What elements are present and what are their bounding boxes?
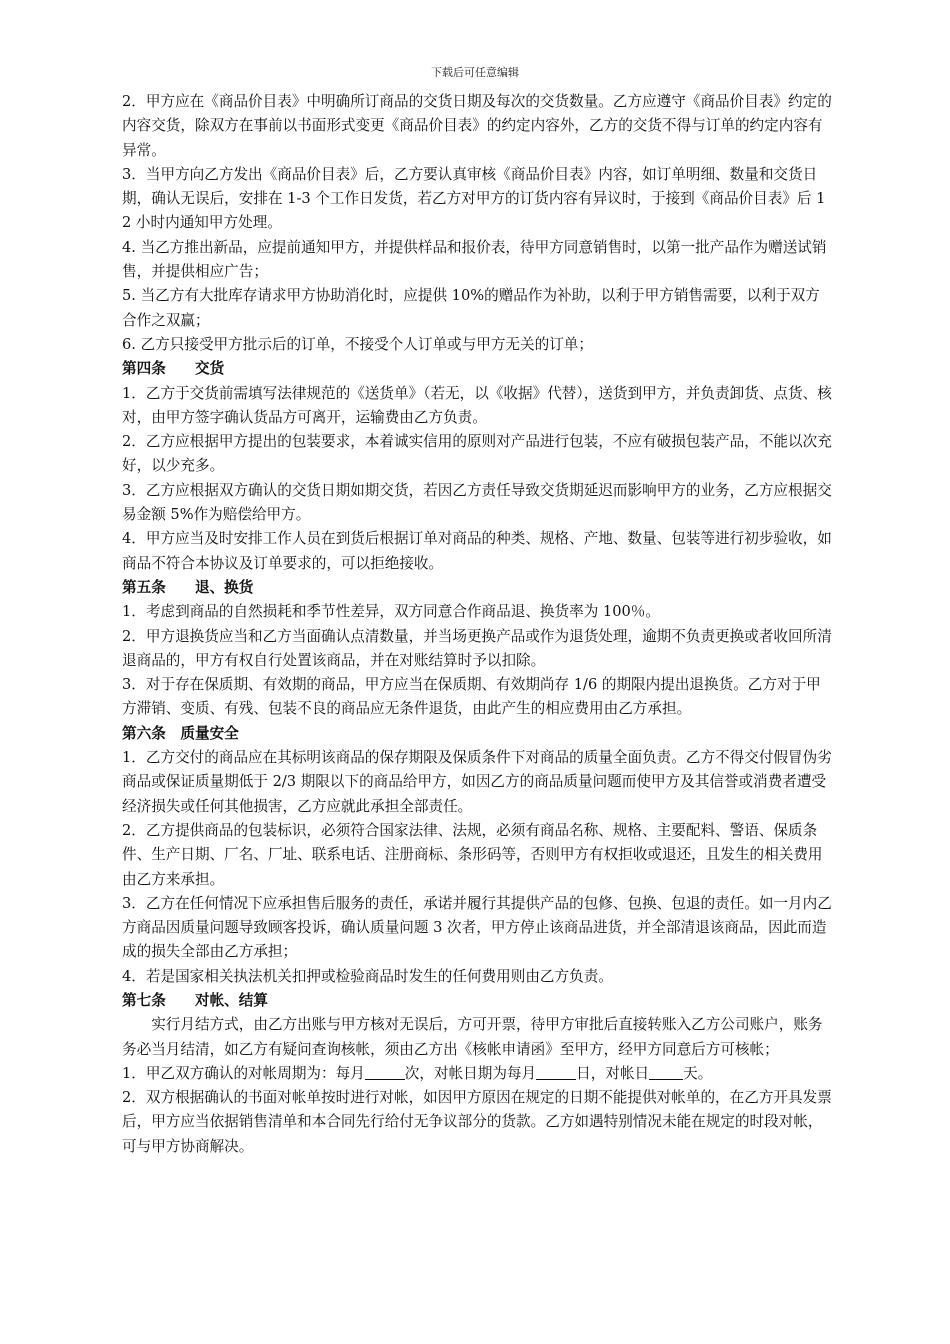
clause-paragraph: 3．乙方应根据双方确认的交货日期如期交货，若因乙方责任导致交货期延迟而影响甲方的业务，乙方应根据交易金额 5%作为赔偿给甲方。 <box>122 481 832 524</box>
clause-paragraph: 2．乙方应根据甲方提出的包装要求，本着诚实信用的原则对产品进行包装，不应有破损包装产品，不能以次充好，以少充多。 <box>122 433 832 475</box>
section-heading: 第五条 退、换货 <box>122 578 254 596</box>
clause-paragraph: 4. 当乙方推出新品，应提前通知甲方，并提供样品和报价表，待甲方同意销售时，以第一批产品作为赠送试销售，并提供相应广告； <box>122 238 827 281</box>
fill-in-blank[interactable] <box>536 1065 576 1080</box>
section-heading: 第四条 交货 <box>122 360 225 378</box>
fill-in-blank[interactable] <box>365 1065 405 1080</box>
clause-paragraph: 2．双方根据确认的书面对帐单按时进行对帐，如因甲方原因在规定的日期不能提供对帐单的，在乙方开具发票后，甲方应当依据销售清单和本合同先行给付无争议部分的货款。乙方如遇特别情况未能在规定的时段对帐，可与甲方协商解决。 <box>122 1089 832 1155</box>
clause-paragraph: 5. 当乙方有大批库存请求甲方协助消化时，应提供 10%的赠品作为补助，以利于甲方销售需要，以利于双方合作之双赢； <box>122 287 820 329</box>
clause-paragraph: 4．甲方应当及时安排工作人员在到货后根据订单对商品的种类、规格、产地、数量、包装等进行初步验收，如商品不符合本协议及订单要求的，可以拒绝接收。 <box>122 530 832 572</box>
clause-paragraph: 2．甲方退换货应当和乙方当面确认点清数量，并当场更换产品或作为退货处理，逾期不负责更换或者收回所清退商品的，甲方有权自行处置该商品，并在对账结算时予以扣除。 <box>122 627 832 669</box>
line-text: 次，对帐日期为每月 <box>404 1064 537 1082</box>
reconciliation-period-line <box>122 1062 834 1086</box>
section-heading: 第七条 对帐、结算 <box>122 991 268 1009</box>
fill-in-blank[interactable] <box>649 1065 683 1080</box>
document-body <box>122 90 834 1159</box>
clause-paragraph: 2．乙方提供商品的包装标识，必须符合国家法律、法规，必须有商品名称、规格、主要配料、警语、保质条件、生产日期、厂名、厂址、联系电话、注册商标、条形码等，否则甲方有权拒收或退还，且发生的相关费用由乙方来承担。 <box>122 821 823 888</box>
line-text: 1．甲乙双方确认的对帐周期为：每月 <box>122 1064 365 1082</box>
clause-paragraph: 2．甲方应在《商品价目表》中明确所订商品的交货日期及每次的交货数量。乙方应遵守《商品价目表》约定的内容交货，除双方在事前以书面形式变更《商品价目表》的约定内容外，乙方的交货不得与订单的约定内容有异常。 <box>122 93 832 159</box>
clause-paragraph: 1．乙方于交货前需填写法律规范的《送货单》（若无，以《收据》代替），送货到甲方，并负责卸货、点货、核对，由甲方签字确认货品方可离开，运输费由乙方负责。 <box>122 384 832 426</box>
page-header: 下载后可任意编辑 <box>431 66 519 79</box>
clause-paragraph: 实行月结方式，由乙方出账与甲方核对无误后，方可开票，待甲方审批后直接转账入乙方公司账户，账务务必当月结清，如乙方有疑问查询核帐，须由乙方出《核帐申请函》至甲方，经甲方同意后方可核帐； <box>122 1016 823 1058</box>
clause-paragraph: 6. 乙方只接受甲方批示后的订单，不接受个人订单或与甲方无关的订单； <box>122 335 593 353</box>
line-text: 日，对帐日 <box>576 1064 650 1082</box>
clause-paragraph: 1．考虑到商品的自然损耗和季节性差异，双方同意合作商品退、换货率为 100％。 <box>122 603 660 621</box>
clause-paragraph: 3．乙方在任何情况下应承担售后服务的责任，承诺并履行其提供产品的包修、包换、包退的责任。如一月内乙方商品因质量问题导致顾客投诉，确认质量问题 3 次者，甲方停止该商品进货，并全部清退该商品，因此而造成的损失全部由乙方承担； <box>122 894 832 961</box>
section-heading: 第六条 质量安全 <box>122 724 239 742</box>
clause-paragraph: 4．若是国家相关执法机关扣押或检验商品时发生的任何费用则由乙方负责。 <box>122 967 613 985</box>
clause-paragraph: 3．当甲方向乙方发出《商品价目表》后，乙方要认真审核《商品价目表》内容，如订单明细、数量和交货日期，确认无误后，安排在 1-3 个工作日发货，若乙方对甲方的订货内容有异议时，于接到《商品价目表》后 12 小时内通知甲方处理。 <box>122 165 826 232</box>
line-text: 天。 <box>683 1064 713 1082</box>
clause-paragraph: 3．对于存在保质期、有效期的商品，甲方应当在保质期、有效期尚存 1/6 的期限内提出退换货。乙方对于甲方滞销、变质、有残、包装不良的商品应无条件退货，由此产生的相应费用由乙方承担。 <box>122 676 821 718</box>
clause-paragraph: 1．乙方交付的商品应在其标明该商品的保存期限及保质条件下对商品的质量全面负责。乙方不得交付假冒伪劣商品或保证质量期低于 2/3 期限以下的商品给甲方，如因乙方的商品质量问题而使甲方及其信誉或消费者遭受经济损失或任何其他损害，乙方应就此承担全部责任。 <box>122 749 832 815</box>
